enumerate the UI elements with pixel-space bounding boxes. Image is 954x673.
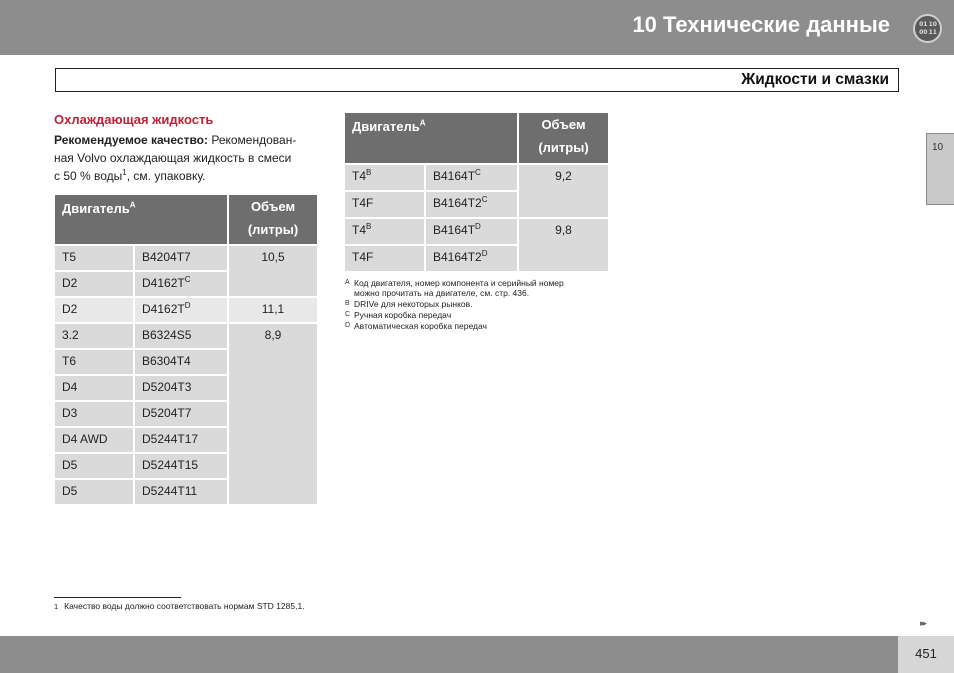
engine-code: $B4164T2^D$ — [426, 244, 519, 271]
volume-cell: 10,5 — [229, 244, 317, 296]
table-row: D5 D5244T11 — [55, 478, 317, 504]
footer-band — [0, 636, 898, 673]
next-page-arrow-icon[interactable]: ▸▸ — [920, 618, 926, 628]
header-volume: Объем (литры) — [519, 113, 608, 163]
footnote-divider — [54, 597, 181, 598]
table-row: D4 AWD D5244T17 — [55, 426, 317, 452]
table-footnotes — [345, 278, 610, 332]
coolant-volume-table-2 — [345, 113, 608, 271]
icon-digit: 01 — [919, 21, 928, 28]
engine-code: $D4162T^D$ — [135, 296, 229, 322]
chapter-binary-icon — [913, 14, 942, 43]
engine-model: T4F — [345, 244, 426, 271]
footnote-item: B DRIVe для некоторых рынков. — [345, 299, 473, 309]
engine-code: $B4164T2^C$ — [426, 190, 519, 217]
engine-code: D5244T11 — [135, 478, 229, 504]
engine-model: T4F — [345, 190, 426, 217]
table-row: D2 $D4162T^D$ 11,1 — [55, 296, 317, 322]
table-row — [345, 163, 608, 190]
header-volume: Объем (литры) — [229, 195, 317, 244]
volume-cell: 8,9 — [229, 322, 317, 504]
table-row: D5 D5244T15 — [55, 452, 317, 478]
header-engine: Двигатель$^A$ — [345, 113, 519, 163]
engine-code: D5244T17 — [135, 426, 229, 452]
engine-code: $B4164T^C$ — [426, 163, 519, 190]
engine-code: $B4164T^D$ — [426, 217, 519, 244]
para-line1: Рекомендован- — [208, 133, 297, 147]
table-row: D3 D5204T7 — [55, 400, 317, 426]
page-number: 451 — [915, 646, 937, 661]
table-row: T6 B6304T4 — [55, 348, 317, 374]
icon-digit: 10 — [928, 21, 937, 28]
para-bold: Рекомендуемое качество: — [54, 133, 209, 147]
page-footnote: 1 Качество воды должно соответствовать нормам STD 1285,1. — [54, 601, 305, 611]
coolant-subheading: Охлаждающая жидкость — [54, 112, 214, 127]
coolant-volume-table-1 — [55, 195, 317, 504]
table-row: D4 D5204T3 — [55, 374, 317, 400]
engine-code: B6304T4 — [135, 348, 229, 374]
engine-code: D5244T15 — [135, 452, 229, 478]
section-title: Жидкости и смазки — [741, 71, 889, 88]
footnote-item: C Ручная коробка передач — [345, 310, 452, 320]
table-row: D2 $D4162T^C$ — [55, 270, 317, 296]
volume-cell: 11,1 — [229, 296, 317, 322]
table-row: T5 B4204T7 10,5 — [55, 244, 317, 270]
chapter-title: 10 Технические данные — [632, 12, 890, 37]
para-line3b: , см. упаковку. — [126, 169, 206, 183]
engine-code: D5204T7 — [135, 400, 229, 426]
engine-model: $T4^B$ — [345, 163, 426, 190]
table-row — [345, 217, 608, 244]
engine-code: $D4162T^C$ — [135, 270, 229, 296]
para-line3a: с 50 % воды — [54, 169, 123, 183]
engine-code: D5204T3 — [135, 374, 229, 400]
engine-model: $T4^B$ — [345, 217, 426, 244]
volume-cell: 9,8 — [519, 217, 608, 271]
para-line2: ная Volvo охлаждающая жидкость в смеси — [54, 151, 292, 165]
chapter-side-tab[interactable] — [926, 133, 954, 205]
page-number-box — [898, 636, 954, 673]
volume-cell: 9,2 — [519, 163, 608, 217]
header-band — [0, 0, 954, 55]
side-tab-label: 10 — [932, 142, 944, 153]
engine-code: B6324S5 — [135, 322, 229, 348]
footnote-item: D Автоматическая коробка передач — [345, 321, 487, 331]
header-engine: Двигатель$^A$ — [55, 195, 229, 244]
icon-digit: 00 — [919, 29, 928, 36]
section-heading-box — [55, 68, 899, 92]
footnote-ref[interactable]: 1 — [122, 168, 127, 177]
engine-code: B4204T7 — [135, 244, 229, 270]
icon-digit: 11 — [928, 29, 937, 36]
coolant-paragraph — [54, 131, 319, 185]
footnote-item: A Код двигателя, номер компонента и серийный номер можно прочитать на двигателе, см. стр. 436. — [345, 278, 564, 298]
table-row: 3.2 B6324S5 8,9 — [55, 322, 317, 348]
